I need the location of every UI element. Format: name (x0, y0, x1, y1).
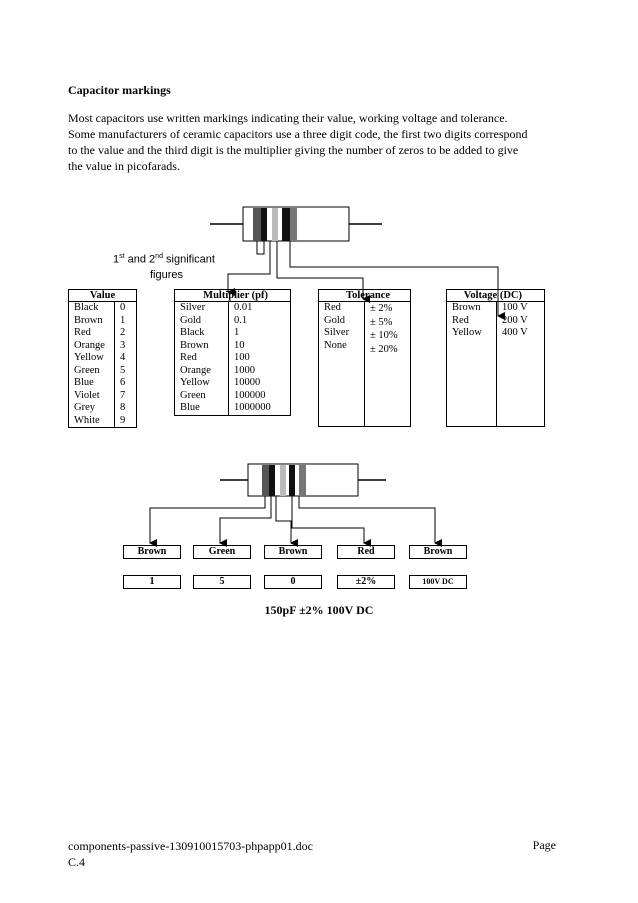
band-1 (262, 465, 269, 496)
digit-cell: 9 (120, 414, 126, 426)
digit-cell: 0 (120, 302, 126, 313)
multiplier-cell: 1000000 (234, 402, 271, 413)
color-cell: Black (74, 302, 99, 313)
multiplier-table (174, 289, 291, 416)
decoded-value-box: 1 (123, 575, 181, 589)
tolerance-table-header: Tolerance (319, 290, 411, 302)
color-cell: Brown (180, 339, 209, 351)
paragraph-line: Some manufacturers of ceramic capacitors use a three digit code, the first two digits correspond (68, 127, 528, 141)
tolerance-cell: ± 10% (370, 330, 398, 341)
multiplier-cell: 1 (234, 327, 240, 338)
color-cell: Blue (180, 402, 200, 413)
digit-cell: 8 (120, 402, 126, 413)
band-color-box: Brown (264, 545, 322, 559)
color-cell: None (324, 339, 347, 351)
multiplier-colors (175, 302, 229, 416)
significant-figures-note: 1st and 2nd significant (113, 253, 215, 266)
color-cell: Gold (180, 314, 201, 326)
decoded-value-box: 0 (264, 575, 322, 589)
multiplier-table-header: Multiplier (pf) (175, 290, 291, 302)
color-cell: Red (74, 327, 91, 338)
tolerance-colors (319, 302, 365, 427)
tolerance-cell: ± 20% (370, 343, 398, 355)
digit-cell: 7 (120, 389, 126, 401)
band-2 (269, 465, 275, 496)
color-cell: Grey (74, 402, 95, 413)
band-1 (253, 208, 261, 241)
multiplier-cell: 10 (234, 339, 245, 351)
multiplier-cell: 100 (234, 352, 250, 363)
color-cell: Black (180, 327, 205, 338)
capacitor-body-top (210, 207, 382, 241)
multiplier-values (229, 302, 291, 416)
example-result: 150pF ±2% 100V DC (264, 603, 374, 617)
color-cell: Orange (180, 364, 211, 376)
color-cell: Green (74, 364, 100, 376)
color-cell: Orange (74, 339, 105, 351)
capacitor-body-bottom (220, 464, 386, 496)
band-3 (280, 465, 286, 496)
color-cell: Red (452, 314, 469, 326)
color-cell: Violet (74, 389, 100, 401)
color-cell: Gold (324, 314, 345, 326)
digit-cell: 1 (120, 314, 126, 326)
decoded-value-box: 100V DC (409, 575, 467, 589)
tolerance-table (318, 289, 411, 427)
band-color-box: Brown (123, 545, 181, 559)
tolerance-values (365, 302, 411, 427)
band-2 (261, 208, 267, 241)
decoded-value-box: ±2% (337, 575, 395, 589)
value-table (68, 289, 137, 428)
digit-cell: 4 (120, 352, 126, 363)
multiplier-cell: 0.01 (234, 302, 253, 313)
color-cell: Red (180, 352, 197, 363)
band-4 (289, 465, 295, 496)
value-digits (115, 302, 137, 428)
digit-cell: 6 (120, 377, 126, 388)
band-5 (299, 465, 306, 496)
footer (68, 838, 313, 870)
color-cell: Yellow (74, 352, 104, 363)
value-colors (69, 302, 115, 428)
voltage-cell: 200 V (502, 314, 528, 326)
footer-page-number: C.4 (68, 855, 86, 869)
significant-figures-note-line2: figures (150, 269, 184, 281)
color-cell: Green (180, 389, 206, 401)
color-cell: Brown (74, 314, 103, 326)
color-cell: Red (324, 302, 341, 313)
color-cell: White (74, 414, 100, 426)
voltage-values (497, 302, 545, 427)
band-5 (290, 208, 297, 241)
voltage-cell: 400 V (502, 327, 528, 338)
voltage-cell: 100 V (502, 302, 528, 313)
digit-cell: 3 (120, 339, 126, 351)
footer-filename: components-passive-130910015703-phpapp01.doc (68, 839, 313, 853)
band-color-box: Brown (409, 545, 467, 559)
digit-cell: 2 (120, 327, 126, 338)
color-cell: Silver (180, 302, 206, 313)
multiplier-cell: 10000 (234, 377, 261, 388)
multiplier-cell: 0.1 (234, 314, 248, 326)
band-color-box: Red (337, 545, 395, 559)
footer-page-label: Page (532, 838, 556, 852)
multiplier-cell: 100000 (234, 389, 266, 401)
band-3 (272, 208, 278, 241)
tolerance-cell: ± 2% (370, 303, 393, 314)
tolerance-cell: ± 5% (370, 316, 393, 328)
paragraph-line: to the value and the third digit is the multiplier giving the number of zeros to be added to give (68, 143, 519, 157)
color-cell: Silver (324, 327, 350, 338)
color-cell: Blue (74, 377, 94, 388)
band-color-box: Green (193, 545, 251, 559)
paragraph-line: the value in picofarads. (68, 159, 180, 173)
voltage-table-header: Voltage (DC) (447, 290, 545, 302)
voltage-colors (447, 302, 497, 427)
digit-cell: 5 (120, 364, 126, 376)
decoded-value-box: 5 (193, 575, 251, 589)
section-title: Capacitor markings (68, 83, 171, 97)
color-cell: Yellow (180, 377, 210, 388)
color-cell: Yellow (452, 327, 482, 338)
value-table-header: Value (69, 290, 137, 302)
paragraph-line: Most capacitors use written markings indicating their value, working voltage and tolerance. (68, 111, 508, 125)
voltage-table (446, 289, 545, 427)
band-4 (282, 208, 290, 241)
color-cell: Brown (452, 302, 481, 313)
multiplier-cell: 1000 (234, 364, 255, 376)
